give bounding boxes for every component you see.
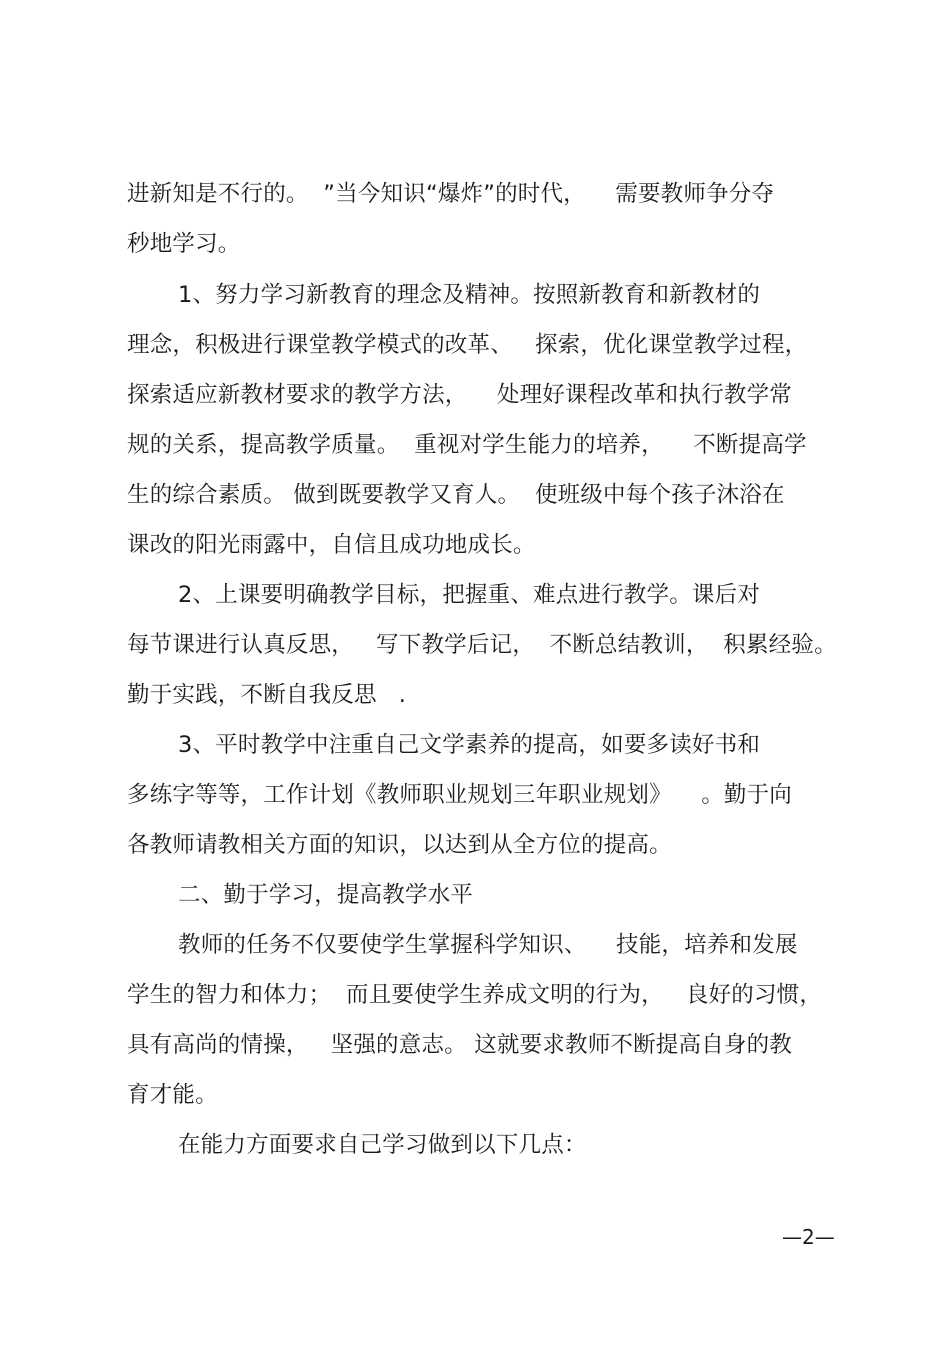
text-line: 进新知是不行的。 ”当今知识“爆炸”的时代， 需要教师争分夺 [127, 181, 775, 207]
text-line: 多练字等等，工作计划《教师职业规划三年职业规划》 。勤于向 [127, 782, 793, 808]
text-line: 生的综合素质。 做到既要教学又育人。 使班级中每个孩子沐浴在 [127, 482, 785, 508]
text-line: 3、平时教学中注重自己文学素养的提高，如要多读好书和 [178, 732, 761, 758]
text-line: 每节课进行认真反思， 写下教学后记， 不断总结教训， 积累经验。 [127, 632, 837, 658]
text-line: 1、努力学习新教育的理念及精神。按照新教育和新教材的 [178, 282, 761, 308]
text-line: 学生的智力和体力； 而且要使学生养成文明的行为， 良好的习惯， [127, 982, 823, 1008]
text-line: 教师的任务不仅要使学生掌握科学知识、 技能，培养和发展 [178, 932, 798, 958]
text-line: 育才能。 [127, 1082, 218, 1108]
text-line: 秒地学习。 [127, 231, 241, 257]
page-number: —2— [782, 1225, 835, 1249]
text-line: 理念，积极进行课堂教学模式的改革、 探索，优化课堂教学过程， [127, 332, 808, 358]
section-heading: 二、勤于学习，提高教学水平 [178, 882, 474, 908]
text-line: 规的关系，提高教学质量。 重视对学生能力的培养， 不断提高学 [127, 432, 807, 458]
text-line: 2、上课要明确教学目标，把握重、难点进行教学。课后对 [178, 582, 761, 608]
text-line: 在能力方面要求自己学习做到以下几点： [178, 1132, 587, 1158]
text-line: 具有高尚的情操， 坚强的意志。 这就要求教师不断提高自身的教 [127, 1032, 793, 1058]
text-line: 勤于实践，不断自我反思 . [127, 682, 407, 708]
text-line: 课改的阳光雨露中，自信且成功地成长。 [127, 532, 536, 558]
text-line: 探索适应新教材要求的教学方法， 处理好课程改革和执行教学常 [127, 382, 793, 408]
text-line: 各教师请教相关方面的知识，以达到从全方位的提高。 [127, 832, 672, 858]
